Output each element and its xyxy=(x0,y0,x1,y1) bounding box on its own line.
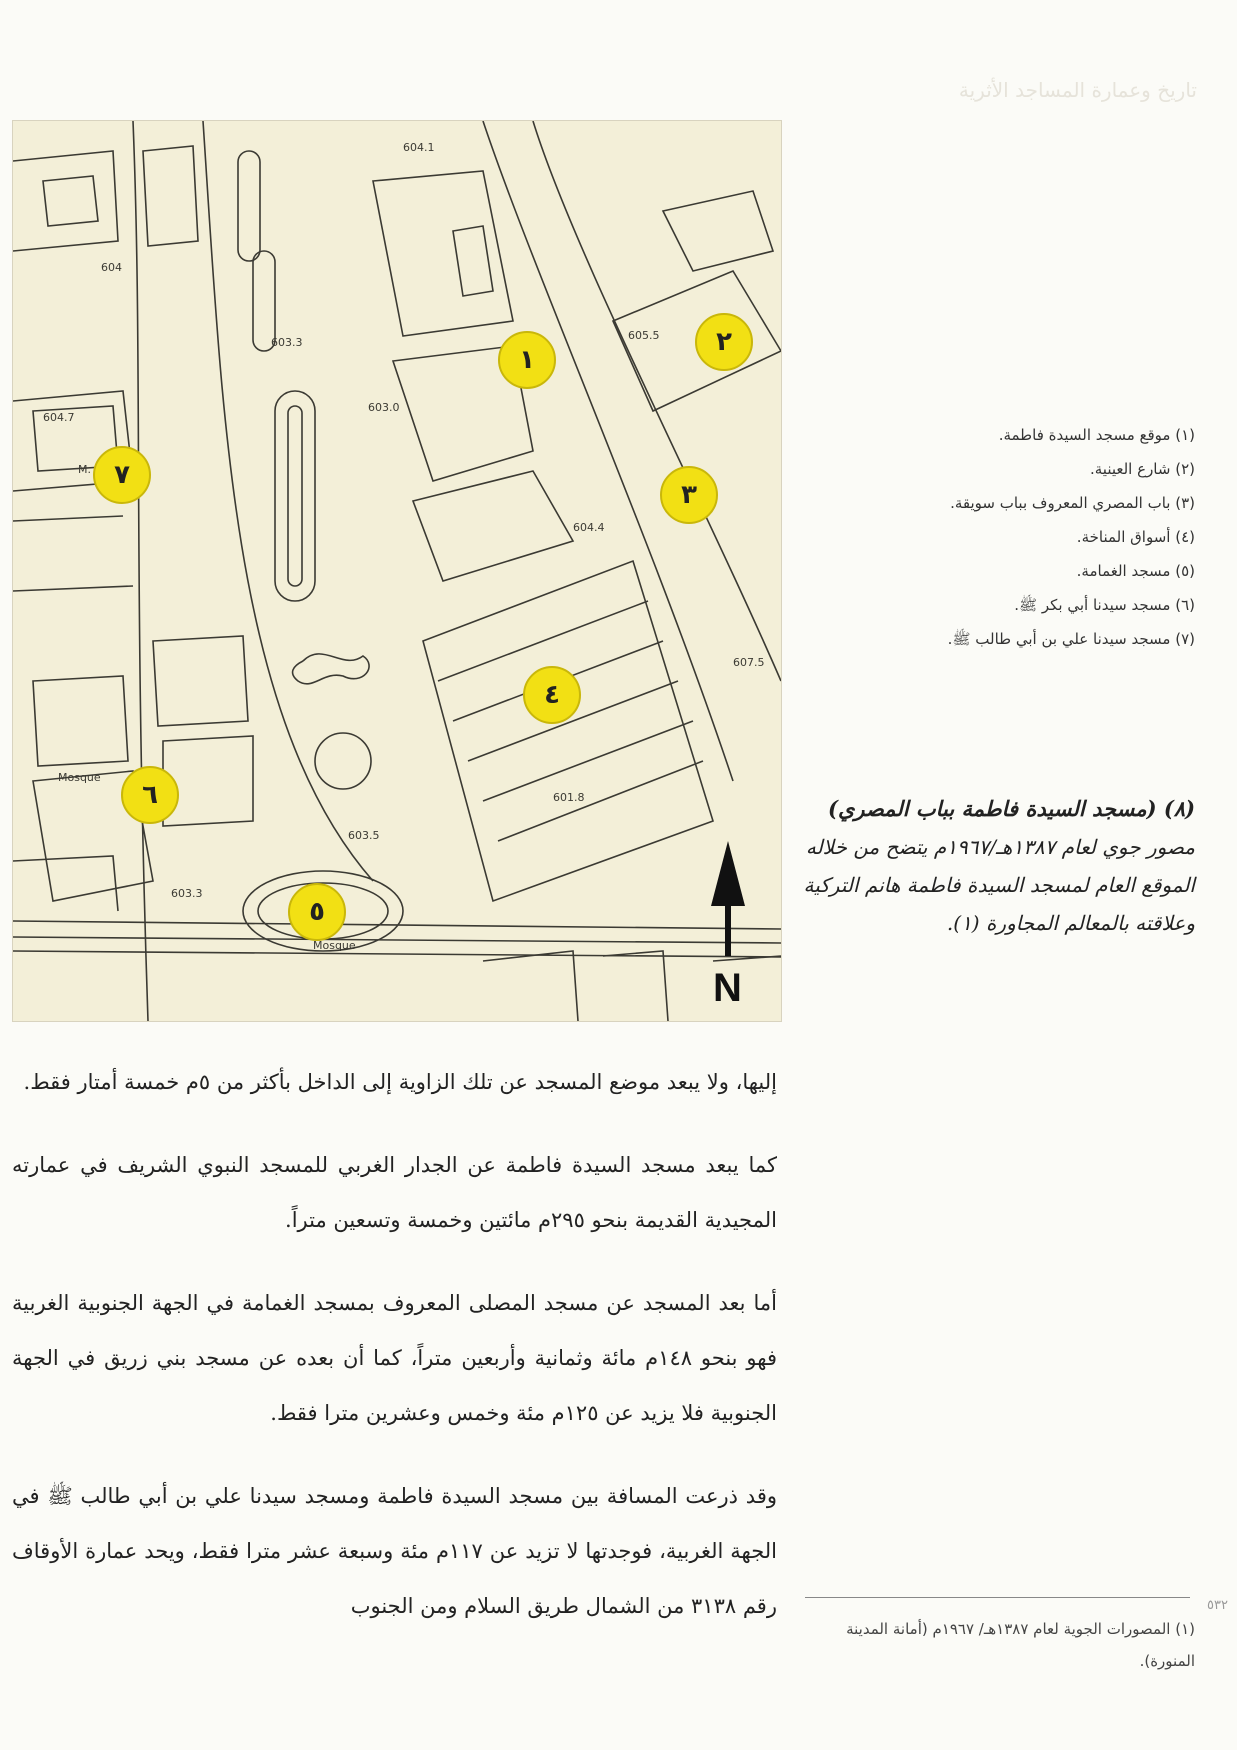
north-arrow-icon xyxy=(711,841,745,956)
body-text xyxy=(12,1055,777,1662)
map-marker-6: ٦ xyxy=(121,766,179,824)
figure-caption xyxy=(800,790,1195,942)
svg-text:604.1: 604.1 xyxy=(403,141,435,154)
legend-item: (٦) مسجد سيدنا أبي بكر ﷺ. xyxy=(1014,596,1195,614)
svg-text:604.4: 604.4 xyxy=(573,521,605,534)
page-number: ٥٣٢ xyxy=(1207,1598,1228,1613)
svg-text:Mosque: Mosque xyxy=(58,771,101,784)
paragraph: أما بعد المسجد عن مسجد المصلى المعروف بمسجد الغمامة في الجهة الجنوبية الغربية فهو بنحو ١٤٨م مائة وثمانية وأربعين متراً، كما أن بعده عن مسجد بني زريق في الجهة الجنوبية فلا يزيد عن ١٢٥م مئة وخمس وعشرين مترا فقط. xyxy=(12,1291,777,1425)
svg-text:M.: M. xyxy=(78,463,91,476)
map-marker-5: ٥ xyxy=(288,883,346,941)
legend-item: (٥) مسجد الغمامة. xyxy=(1076,562,1195,580)
paragraph: كما يبعد مسجد السيدة فاطمة عن الجدار الغربي للمسجد النبوي الشريف في عمارته المجيدية القديمة بنحو ٢٩٥م مائتين وخمسة وتسعين متراً. xyxy=(12,1153,777,1232)
map-marker-2: ٢ xyxy=(695,313,753,371)
legend-item: (٤) أسواق المناخة. xyxy=(1076,528,1195,546)
svg-text:607.5: 607.5 xyxy=(733,656,765,669)
paragraph: وقد ذرعت المسافة بين مسجد السيدة فاطمة ومسجد سيدنا علي بن أبي طالب ﷺ في الجهة الغربية، فوجدتها لا تزيد عن ١١٧م مئة وسبعة عشر مترا فقط، ويحد عمارة الأوقاف رقم ٣١٣٨ من الشمال طريق السلام ومن الجنوب xyxy=(12,1484,777,1618)
footnote: (١) المصورات الجوية لعام ١٣٨٧هـ/ ١٩٦٧م (أمانة المدينة المنورة). xyxy=(846,1620,1195,1670)
legend-item: (٧) مسجد سيدنا علي بن أبي طالب ﷺ. xyxy=(947,630,1195,648)
running-header: تاريخ وعمارة المساجد الأثرية xyxy=(958,78,1197,102)
aerial-site-map xyxy=(12,120,782,1022)
map-marker-7: ٧ xyxy=(93,446,151,504)
svg-text:603.5: 603.5 xyxy=(348,829,380,842)
north-label: N xyxy=(713,966,742,1010)
map-drawing xyxy=(13,121,781,1021)
svg-text:603.3: 603.3 xyxy=(271,336,303,349)
svg-text:605.5: 605.5 xyxy=(628,329,660,342)
svg-text:601.8: 601.8 xyxy=(553,791,585,804)
map-marker-1: ١ xyxy=(498,331,556,389)
caption-title: (٨) (مسجد السيدة فاطمة بباب المصري) xyxy=(828,796,1195,821)
legend-item: (٣) باب المصري المعروف بباب سويقة. xyxy=(950,494,1195,512)
svg-text:Mosque: Mosque xyxy=(313,939,356,952)
svg-text:603.0: 603.0 xyxy=(368,401,400,414)
svg-text:603.3: 603.3 xyxy=(171,887,203,900)
legend-item: (٢) شارع العينية. xyxy=(1089,460,1195,478)
caption-text: مصور جوي لعام ١٣٨٧هـ/١٩٦٧م يتضح من خلاله الموقع العام لمسجد السيدة فاطمة هانم التركية وعلاقته بالمعالم المجاورة (١). xyxy=(803,835,1195,935)
map-legend xyxy=(865,418,1195,656)
svg-text:604: 604 xyxy=(101,261,122,274)
footnote-divider xyxy=(805,1597,1190,1598)
legend-item: (١) موقع مسجد السيدة فاطمة. xyxy=(998,426,1195,444)
map-marker-4: ٤ xyxy=(523,666,581,724)
map-marker-3: ٣ xyxy=(660,466,718,524)
svg-text:604.7: 604.7 xyxy=(43,411,75,424)
paragraph: إليها، ولا يبعد موضع المسجد عن تلك الزاوية إلى الداخل بأكثر من ٥م خمسة أمتار فقط. xyxy=(23,1070,777,1094)
